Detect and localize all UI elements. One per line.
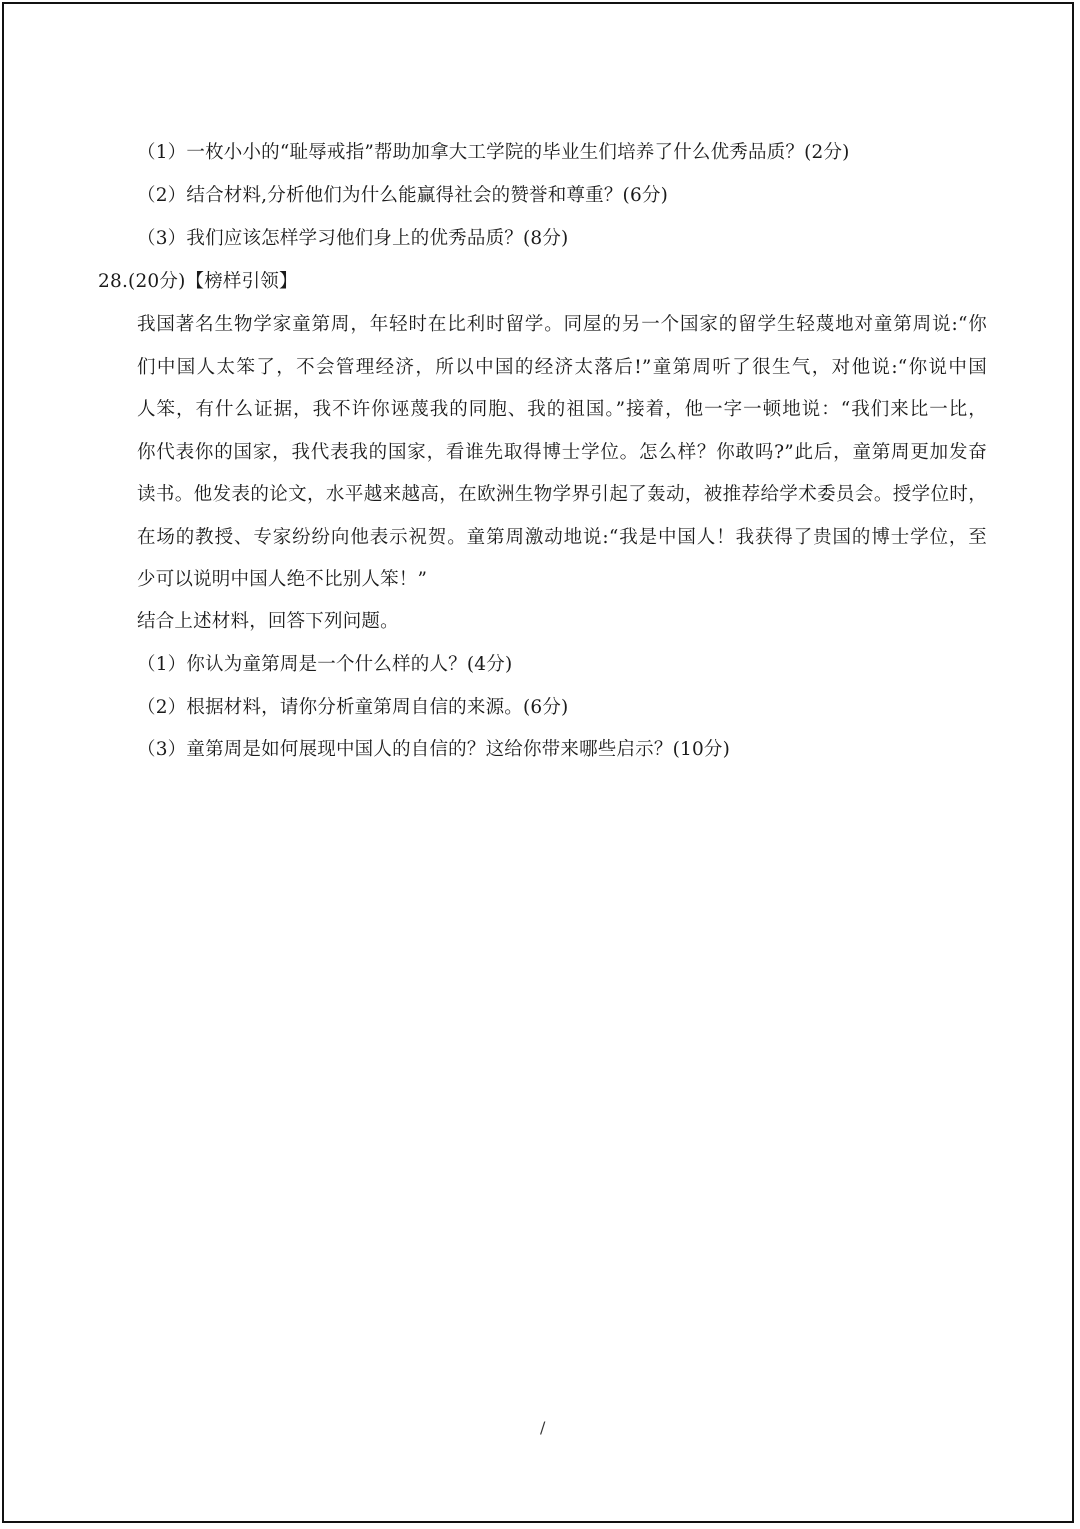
q28-instruction: 结合上述材料，回答下列问题。 xyxy=(137,611,399,632)
q27-subquestion-1: （1）一枚小小的“耻辱戒指”帮助加拿大工学院的毕业生们培养了什么优秀品质？(2分) xyxy=(137,142,850,163)
q28-subquestion-3: （3）童第周是如何展现中国人的自信的？这给你带来哪些启示？(10分) xyxy=(137,739,731,760)
q28-material-line-7: 少可以说明中国人绝不比别人笨！” xyxy=(137,569,428,590)
q28-material-line-3: 人笨，有什么证据，我不许你诬蔑我的同胞、我的祖国。”接着，他一字一顿地说：“我们来比一比， xyxy=(137,399,987,420)
q28-material-line-5: 读书。他发表的论文，水平越来越高，在欧洲生物学界引起了轰动，被推荐给学术委员会。授学位时， xyxy=(137,484,987,505)
q27-subquestion-2: （2）结合材料,分析他们为什么能赢得社会的赞誉和尊重？(6分) xyxy=(137,185,669,206)
q28-subquestion-2: （2）根据材料，请你分析童第周自信的来源。(6分) xyxy=(137,697,569,718)
page-number-mark: / xyxy=(540,1418,546,1437)
q28-material-line-6: 在场的教授、专家纷纷向他表示祝贺。童第周激动地说:“我是中国人！我获得了贵国的博士学位，至 xyxy=(137,527,987,548)
q28-material-line-4: 你代表你的国家，我代表我的国家，看谁先取得博士学位。怎么样？你敢吗?”此后，童第周更加发奋 xyxy=(137,442,987,463)
q28-material-line-2: 们中国人太笨了，不会管理经济，所以中国的经济太落后!”童第周听了很生气，对他说:“你说中国 xyxy=(137,357,987,378)
q28-subquestion-1: （1）你认为童第周是一个什么样的人？(4分) xyxy=(137,654,513,675)
q27-subquestion-3: （3）我们应该怎样学习他们身上的优秀品质？(8分) xyxy=(137,228,569,249)
q28-heading: 28.(20分)【榜样引领】 xyxy=(98,271,298,292)
q28-material-line-1: 我国著名生物学家童第周，年轻时在比利时留学。同屋的另一个国家的留学生轻蔑地对童第周说:“你 xyxy=(137,314,987,335)
